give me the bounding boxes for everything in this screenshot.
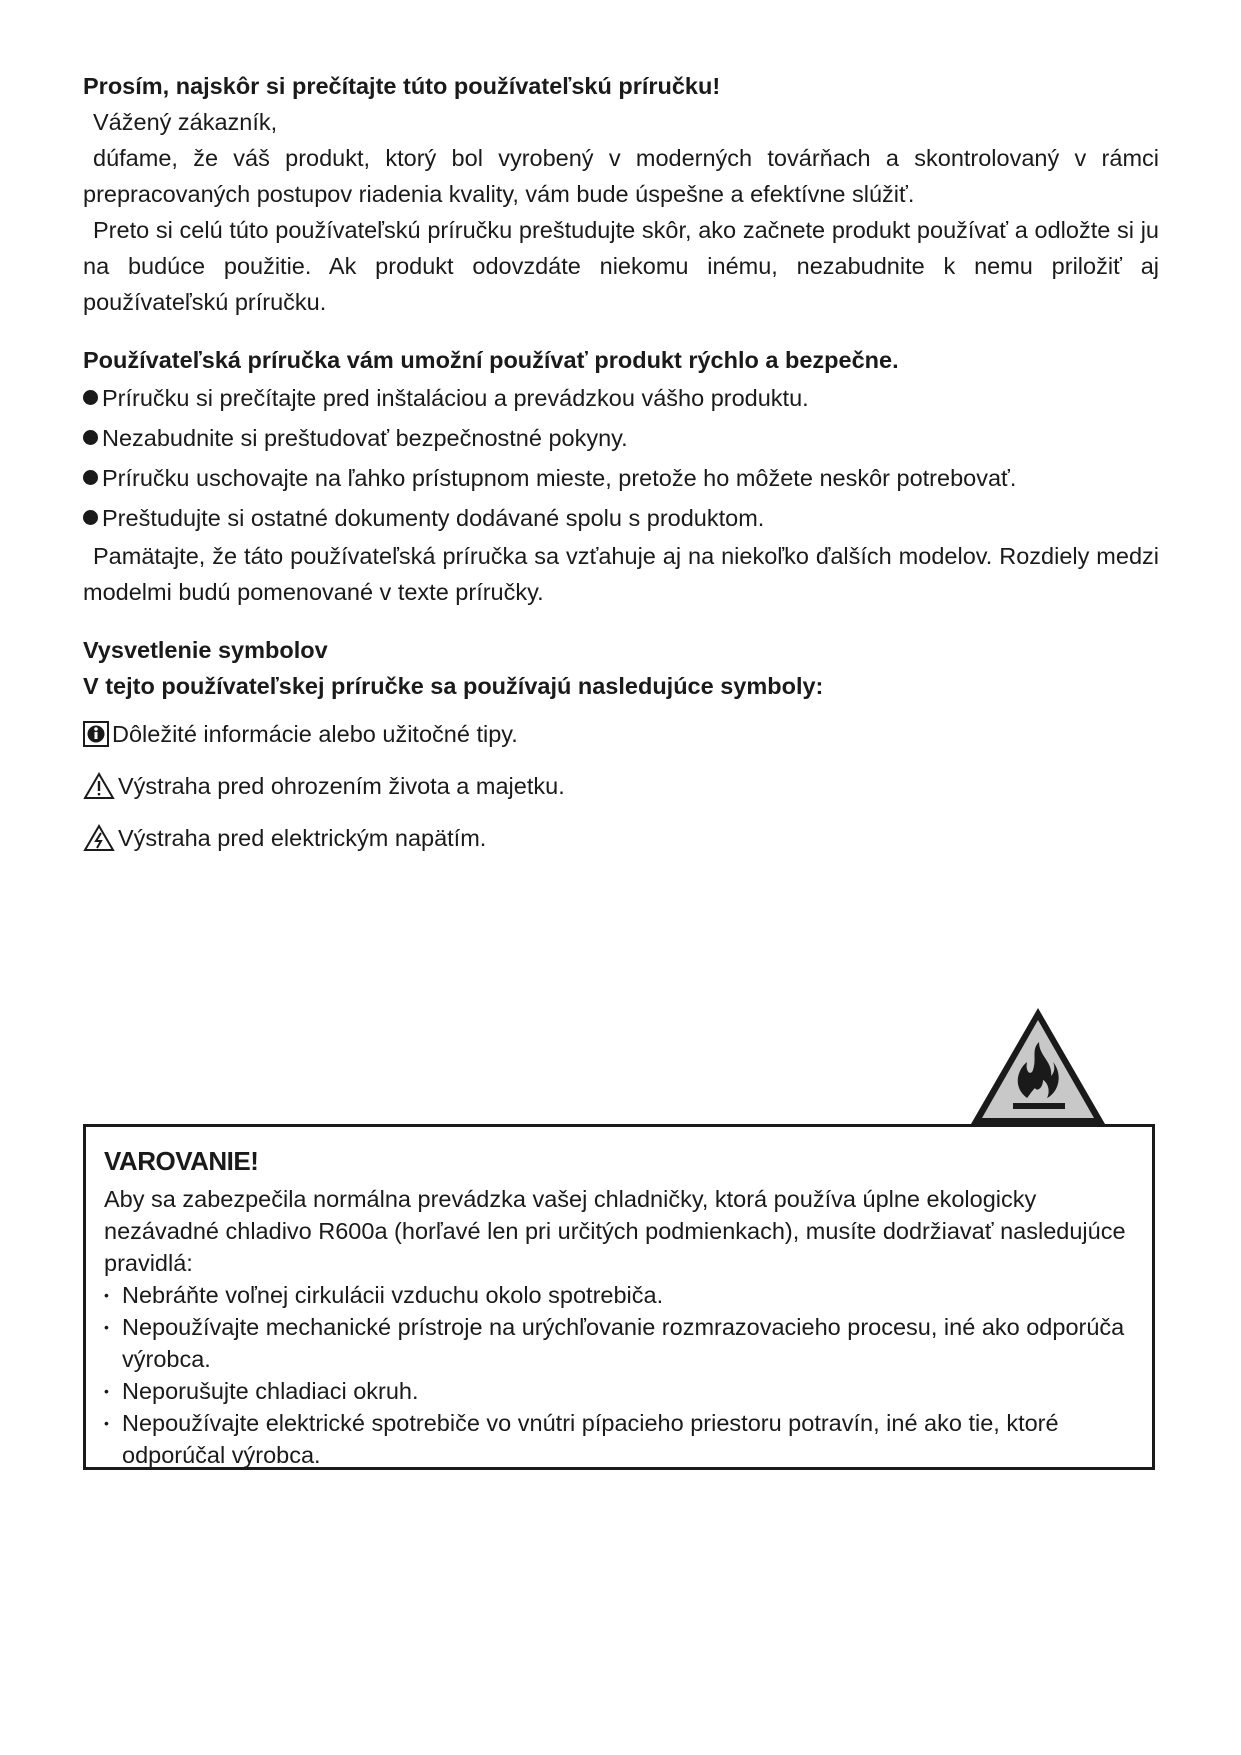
symbol-item: Výstraha pred ohrozením života a majetku. xyxy=(83,760,1159,812)
symbol-item: Dôležité informácie alebo užitočné tipy. xyxy=(83,708,1159,760)
bullet-dot-icon: • xyxy=(104,1287,109,1303)
warning-triangle-icon xyxy=(83,772,115,800)
symbol-item: Výstraha pred elektrickým napätím. xyxy=(83,812,1159,864)
bullet-dot-icon: • xyxy=(104,1415,109,1431)
intro-greeting: Vážený zákazník, xyxy=(93,109,278,135)
bullet-dot-icon xyxy=(83,470,98,485)
warning-rule: • Nebráňte voľnej cirkulácii vzduchu okolo spotrebiča. xyxy=(104,1279,1134,1311)
guide-heading: Používateľská príručka vám umožní používať produkt rýchlo a bezpečne. xyxy=(83,347,899,373)
guide-bullet: Preštudujte si ostatné dokumenty dodávané spolu s produktom. xyxy=(83,498,1159,538)
bullet-dot-icon: • xyxy=(104,1383,109,1399)
info-icon xyxy=(83,721,109,747)
symbols-heading: Vysvetlenie symbolov xyxy=(83,637,328,663)
guide-bullet: Nezabudnite si preštudovať bezpečnostné pokyny. xyxy=(83,418,1159,458)
intro-paragraph-1: dúfame, že váš produkt, ktorý bol vyrobený v moderných továrňach a skontrolovaný v rámci prepracovaných postupov riadenia kvality, vám bude úspešne a efektívne slúžiť. xyxy=(83,145,1159,207)
bullet-dot-icon xyxy=(83,510,98,525)
guide-bullet: Príručku si prečítajte pred inštaláciou a prevádzkou vášho produktu. xyxy=(83,378,1159,418)
symbols-subheading: V tejto používateľskej príručke sa používajú nasledujúce symboly: xyxy=(83,673,824,699)
guide-bullet: Príručku uschovajte na ľahko prístupnom mieste, pretože ho môžete neskôr potrebovať. xyxy=(83,458,1159,498)
bullet-dot-icon xyxy=(83,430,98,445)
electric-warning-icon xyxy=(83,824,115,852)
bullet-dot-icon: • xyxy=(104,1319,109,1335)
warning-rule: • Nepoužívajte elektrické spotrebiče vo vnútri pípacieho priestoru potravín, iné ako tie, ktoré odporúčal výrobca. xyxy=(104,1407,1134,1471)
warning-title: VAROVANIE! xyxy=(104,1146,259,1176)
bullet-dot-icon xyxy=(83,390,98,405)
warning-intro: Aby sa zabezpečila normálna prevádzka vašej chladničky, ktorá používa úplne ekologicky nezávadné chladivo R600a (horľavé len pri určitých podmienkach), musíte dodržiavať nasledujúce pravidlá: xyxy=(104,1186,1126,1276)
warning-rule: • Neporušujte chladiaci okruh. xyxy=(104,1375,1134,1407)
warning-rule: • Nepoužívajte mechanické prístroje na urýchľovanie rozmrazovacieho procesu, iné ako odporúča výrobca. xyxy=(104,1311,1134,1375)
intro-heading: Prosím, najskôr si prečítajte túto používateľskú príručku! xyxy=(83,73,721,99)
flammable-icon xyxy=(967,1004,1109,1129)
guide-note: Pamätajte, že táto používateľská príručka sa vzťahuje aj na niekoľko ďalších modelov. Rozdiely medzi modelmi budú pomenované v texte príručky. xyxy=(83,543,1159,605)
intro-paragraph-2: Preto si celú túto používateľskú príručku preštudujte skôr, ako začnete produkt používať a odložte si ju na budúce použitie. Ak produkt odovzdáte niekomu inému, nezabudnite k nemu priložiť aj používateľskú príručku. xyxy=(83,217,1159,315)
warning-box xyxy=(83,1124,1155,1470)
manual-page xyxy=(83,68,1159,864)
